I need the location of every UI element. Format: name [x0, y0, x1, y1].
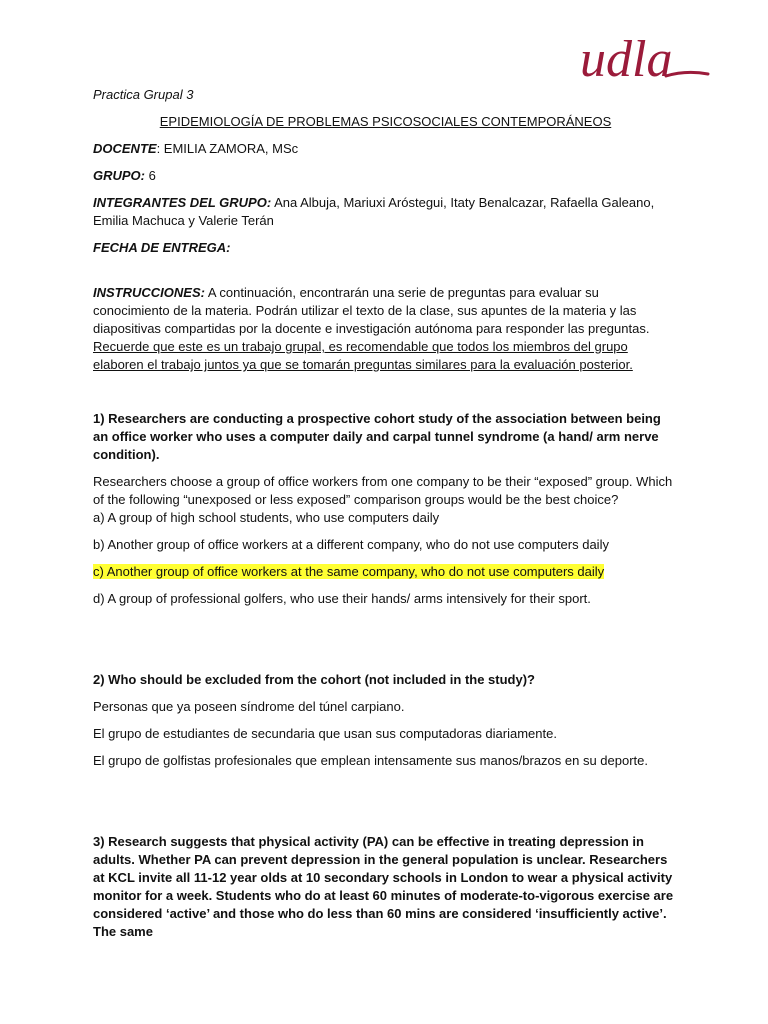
q2-question: 2) Who should be excluded from the cohort (not included in the study)? — [93, 672, 535, 687]
q1-option-c — [93, 563, 678, 581]
grupo-value: 6 — [145, 168, 156, 183]
integrantes-value: Ana Albuja, Mariuxi Aróstegui, Itaty Benalcazar, Rafaella Galeano, Emilia Machuca y Valerie Terán — [93, 195, 655, 228]
q1-prompt: Researchers choose a group of office workers from one company to be their “exposed” group. Which of the following “unexposed or less exposed” comparison groups would be the best choice? — [93, 474, 673, 507]
docente-line — [93, 140, 678, 158]
q2-answer-2: El grupo de estudiantes de secundaria que usan sus computadoras diariamente. — [93, 726, 557, 741]
document-body — [93, 86, 678, 941]
q1-option-a: a) A group of high school students, who use computers daily — [93, 510, 440, 525]
practica-title: Practica Grupal 3 — [93, 87, 194, 102]
instructions-underlined: Recuerde que este es un trabajo grupal, es recomendable que todos los miembros del grupo elaboren el trabajo juntos ya que se tomarán preguntas similares para la evaluación posterior. — [93, 339, 633, 372]
instructions-label: INSTRUCCIONES: — [93, 285, 205, 300]
logo-text: udla — [580, 31, 673, 88]
q2-answer-1: Personas que ya poseen síndrome del túnel carpiano. — [93, 699, 405, 714]
q1-option-c-highlighted: c) Another group of office workers at the same company, who do not use computers daily — [93, 564, 605, 579]
course-title: EPIDEMIOLOGÍA DE PROBLEMAS PSICOSOCIALES CONTEMPORÁNEOS — [159, 114, 612, 129]
q2-answer-3: El grupo de golfistas profesionales que emplean intensamente sus manos/brazos en su deporte. — [93, 753, 649, 768]
docente-value: : EMILIA ZAMORA, MSc — [156, 141, 299, 156]
fecha-label: FECHA DE ENTREGA: — [93, 240, 231, 255]
grupo-line — [93, 167, 678, 185]
q1-option-b: b) Another group of office workers at a different company, who do not use computers daily — [93, 537, 609, 552]
grupo-label: GRUPO: — [93, 168, 145, 183]
q1-option-d: d) A group of professional golfers, who use their hands/ arms intensively for their sport. — [93, 591, 591, 606]
q1-question: 1) Researchers are conducting a prospective cohort study of the association between being an office worker who uses a computer daily and carpal tunnel syndrome (a hand/ arm nerve condition). — [93, 411, 661, 462]
instructions-text: A continuación, encontrarán una serie de preguntas para evaluar su conocimiento de la materia. Podrán utilizar el texto de la clase, sus apuntes de la materia y las diapositivas compartidas por la docente e investigación autónoma para responder las preguntas. — [93, 285, 650, 336]
instructions-paragraph — [93, 284, 678, 374]
udla-logo — [578, 30, 710, 90]
q3-question: 3) Research suggests that physical activity (PA) can be effective in treating depression in adults. Whether PA can prevent depression in the general population is unclear. Researchers at KCL invite all 11-12 year olds at 10 secondary schools in London to wear a physical activity monitor for a week. Students who do at least 60 minutes of moderate-to-vigorous exercise are considered ‘active’ and those who do less than 60 mins are considered ‘insufficiently active’. The same — [93, 834, 674, 939]
integrantes-label: INTEGRANTES DEL GRUPO: — [93, 195, 272, 210]
docente-label: DOCENTE — [93, 141, 157, 156]
integrantes-line — [93, 194, 678, 230]
